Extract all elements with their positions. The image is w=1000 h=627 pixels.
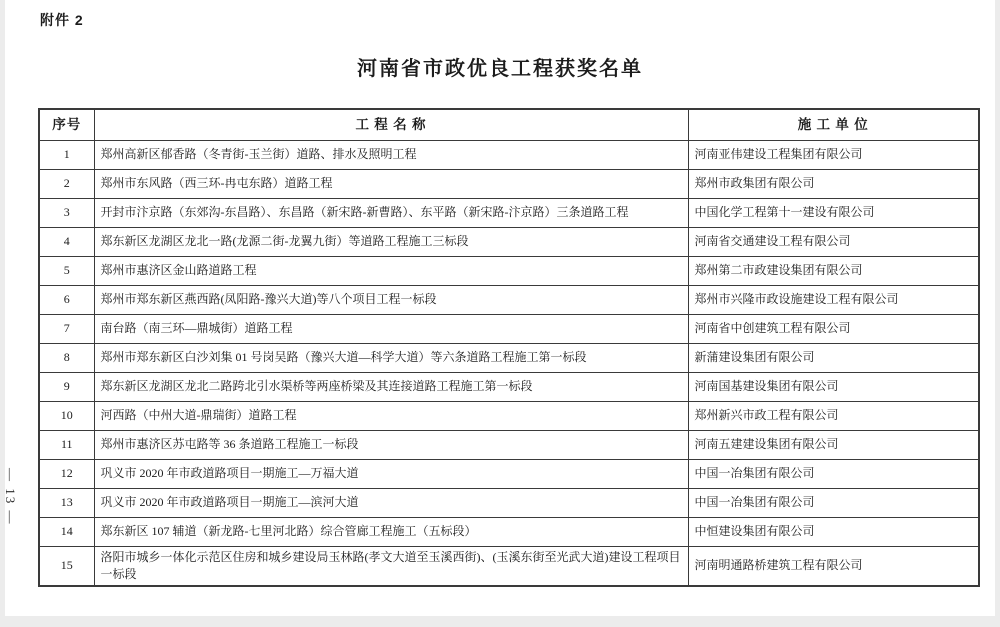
- table-row: [39, 430, 979, 459]
- row-company-cell: 郑州第二市政建设集团有限公司: [688, 256, 979, 285]
- row-company-cell: 郑州市政集团有限公司: [688, 169, 979, 198]
- award-table: [38, 108, 980, 587]
- row-no-cell: 7: [39, 314, 94, 343]
- row-project-cell: 河西路（中州大道-鼎瑞街）道路工程: [94, 401, 688, 430]
- row-no-cell: 10: [39, 401, 94, 430]
- table-row: [39, 256, 979, 285]
- row-company-cell: 郑州新兴市政工程有限公司: [688, 401, 979, 430]
- row-project-cell: 郑州市郑东新区燕西路(凤阳路-豫兴大道)等八个项目工程一标段: [94, 285, 688, 314]
- table-row: [39, 169, 979, 198]
- row-project-cell: 开封市汴京路（东郊沟-东昌路）、东昌路（新宋路-新曹路）、东平路（新宋路-汴京路）三条道路工程: [94, 198, 688, 227]
- table-row: [39, 488, 979, 517]
- row-project-cell: 郑东新区龙湖区龙北一路(龙源二街-龙翼九街）等道路工程施工三标段: [94, 227, 688, 256]
- row-project-cell: 郑州市惠济区苏屯路等 36 条道路工程施工一标段: [94, 430, 688, 459]
- row-company-cell: 中恒建设集团有限公司: [688, 517, 979, 546]
- row-company-cell: 中国一冶集团有限公司: [688, 488, 979, 517]
- row-no-cell: 8: [39, 343, 94, 372]
- row-no-cell: 4: [39, 227, 94, 256]
- header-no: 序号: [39, 109, 94, 140]
- row-project-cell: 郑州市郑东新区白沙刘集 01 号岗吴路（豫兴大道—科学大道）等六条道路工程施工第一标段: [94, 343, 688, 372]
- row-company-cell: 新蒲建设集团有限公司: [688, 343, 979, 372]
- header-project-name: 工 程 名 称: [94, 109, 688, 140]
- page-title: 河南省市政优良工程获奖名单: [357, 58, 643, 80]
- row-no-cell: 2: [39, 169, 94, 198]
- row-project-cell: 郑州市东风路（西三环-冉屯东路）道路工程: [94, 169, 688, 198]
- row-no-cell: 14: [39, 517, 94, 546]
- header-row: [39, 109, 979, 140]
- row-no-cell: 9: [39, 372, 94, 401]
- table-row: [39, 343, 979, 372]
- row-company-cell: 中国一冶集团有限公司: [688, 459, 979, 488]
- row-company-cell: 河南亚伟建设工程集团有限公司: [688, 140, 979, 169]
- header-construction-unit: 施 工 单 位: [688, 109, 979, 140]
- table-row: [39, 314, 979, 343]
- row-company-cell: 郑州市兴隆市政设施建设工程有限公司: [688, 285, 979, 314]
- row-project-cell: 洛阳市城乡一体化示范区住房和城乡建设局玉林路(孝文大道至玉溪西街)、(玉溪东街至光武大道)建设工程项目一标段: [94, 546, 688, 586]
- table-row: [39, 372, 979, 401]
- row-no-cell: 5: [39, 256, 94, 285]
- table-row: [39, 285, 979, 314]
- row-project-cell: 巩义市 2020 年市政道路项目一期施工—万福大道: [94, 459, 688, 488]
- table-row: [39, 198, 979, 227]
- row-company-cell: 河南五建建设集团有限公司: [688, 430, 979, 459]
- page-number: — 13 —: [3, 468, 18, 526]
- table-row: [39, 459, 979, 488]
- row-no-cell: 3: [39, 198, 94, 227]
- table-row: [39, 517, 979, 546]
- row-company-cell: 河南明通路桥建筑工程有限公司: [688, 546, 979, 586]
- row-company-cell: 河南省中创建筑工程有限公司: [688, 314, 979, 343]
- row-project-cell: 郑东新区龙湖区龙北二路跨北引水渠桥等两座桥梁及其连接道路工程施工第一标段: [94, 372, 688, 401]
- row-project-cell: 郑东新区 107 辅道（新龙路-七里河北路）综合管廊工程施工（五标段）: [94, 517, 688, 546]
- row-company-cell: 中国化学工程第十一建设有限公司: [688, 198, 979, 227]
- row-no-cell: 1: [39, 140, 94, 169]
- table-row: [39, 546, 979, 586]
- row-company-cell: 河南国基建设集团有限公司: [688, 372, 979, 401]
- row-no-cell: 13: [39, 488, 94, 517]
- row-project-cell: 南台路（南三环—鼎城街）道路工程: [94, 314, 688, 343]
- table-row: [39, 140, 979, 169]
- table-body: [39, 140, 979, 586]
- row-no-cell: 12: [39, 459, 94, 488]
- row-project-cell: 巩义市 2020 年市政道路项目一期施工—滨河大道: [94, 488, 688, 517]
- row-project-cell: 郑州高新区郁香路（冬青街-玉兰街）道路、排水及照明工程: [94, 140, 688, 169]
- table-row: [39, 227, 979, 256]
- row-no-cell: 11: [39, 430, 94, 459]
- table-header: [39, 109, 979, 140]
- row-no-cell: 15: [39, 546, 94, 586]
- attachment-label: 附件 2: [40, 12, 84, 28]
- table-row: [39, 401, 979, 430]
- row-company-cell: 河南省交通建设工程有限公司: [688, 227, 979, 256]
- row-no-cell: 6: [39, 285, 94, 314]
- row-project-cell: 郑州市惠济区金山路道路工程: [94, 256, 688, 285]
